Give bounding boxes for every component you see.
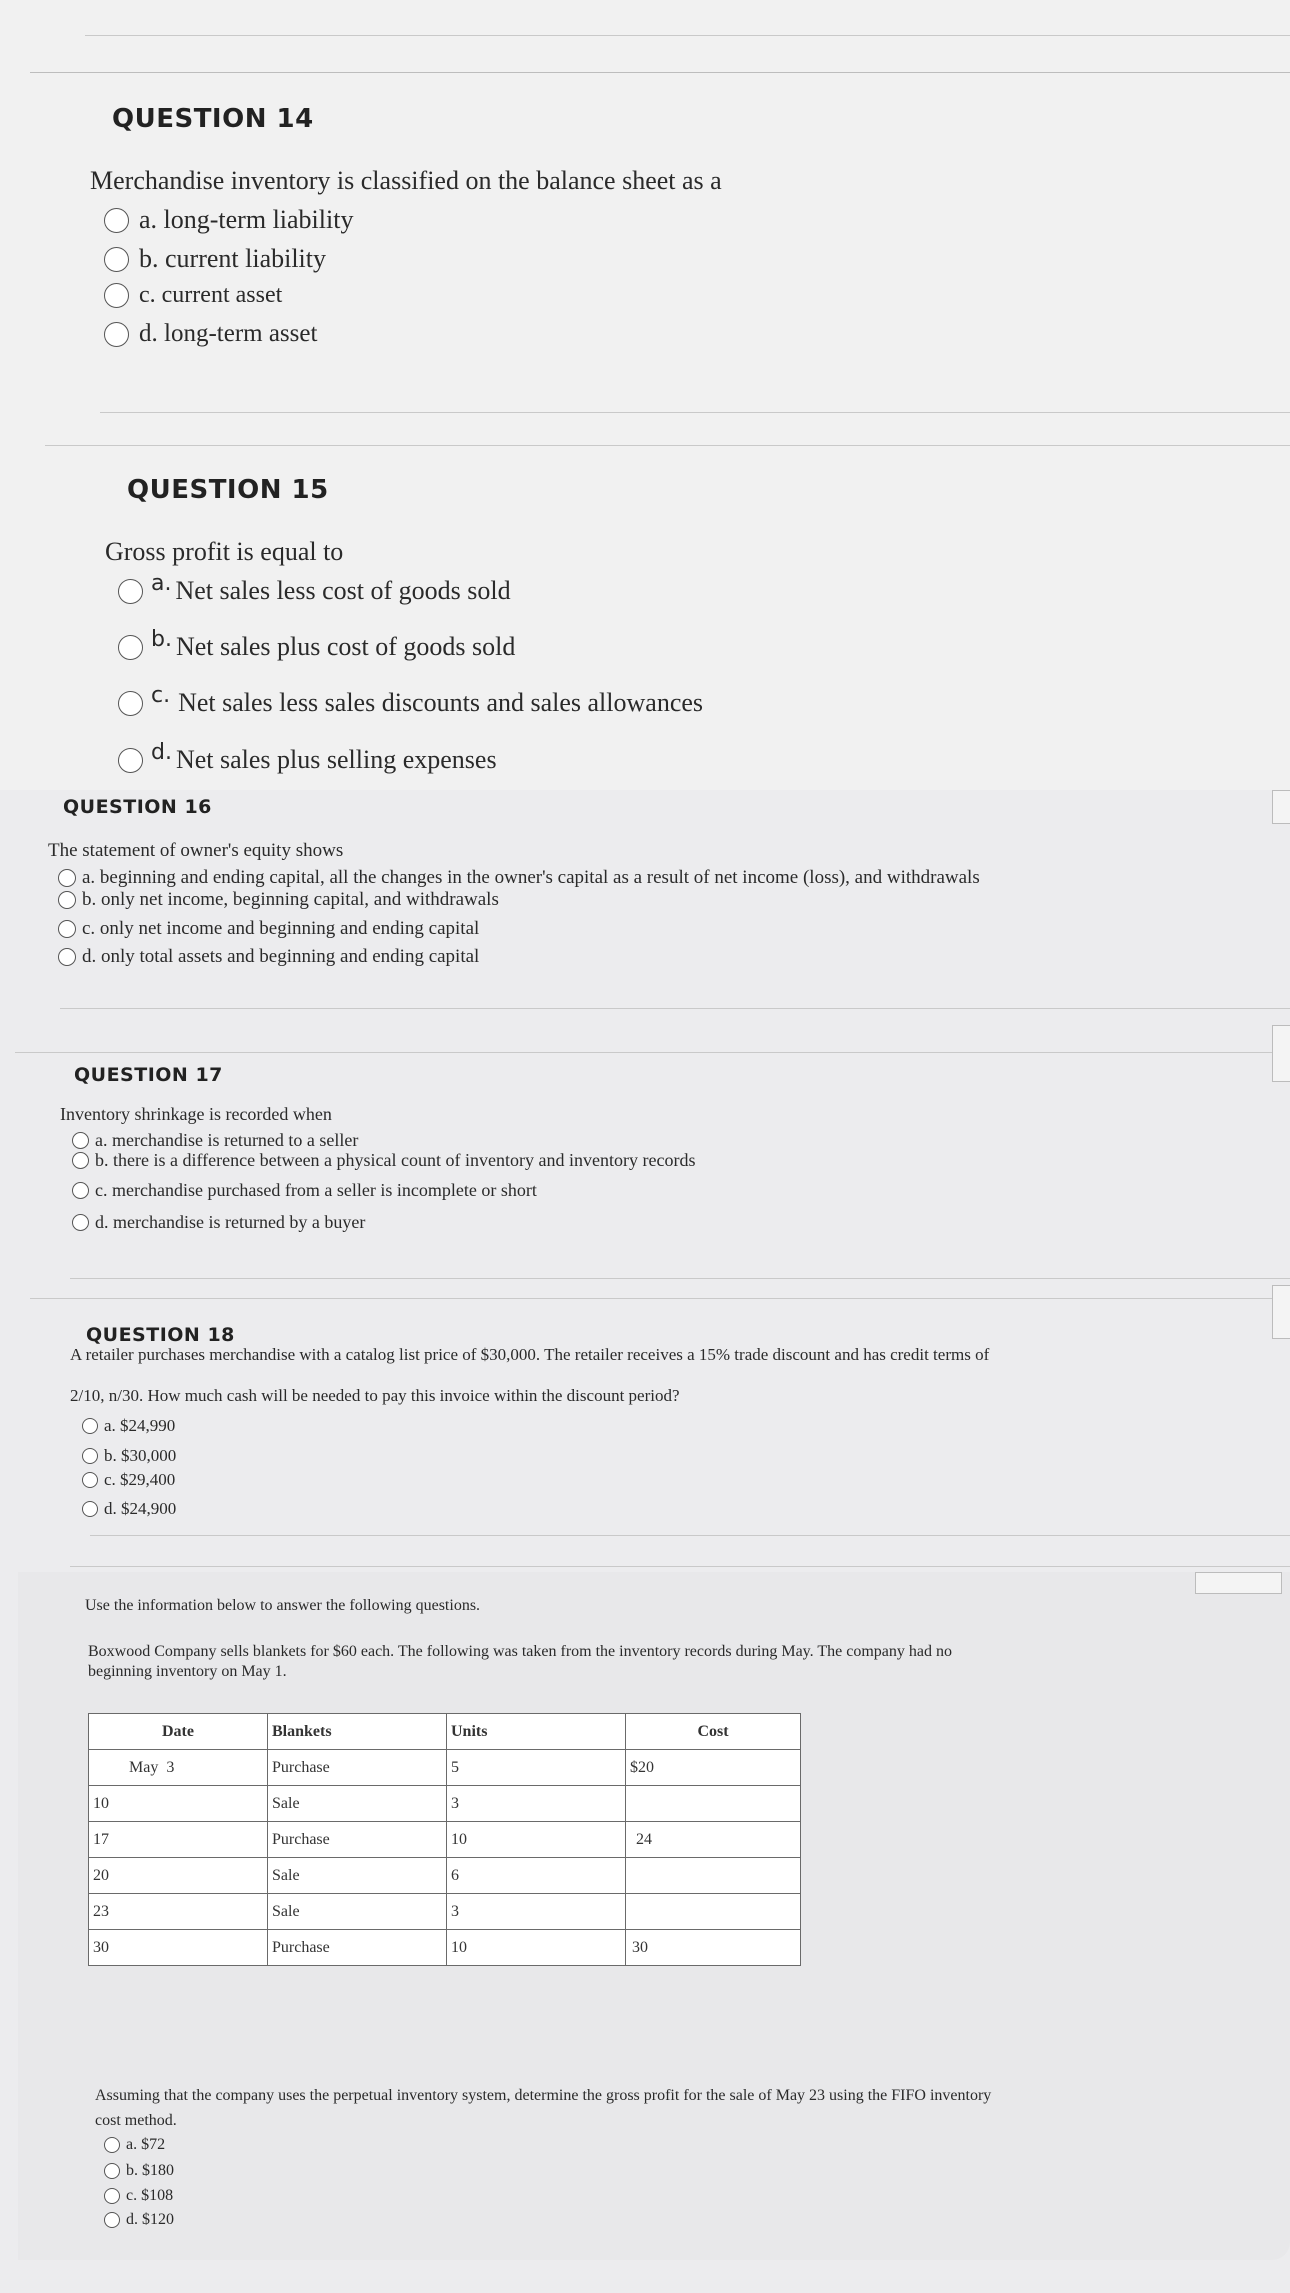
question-heading: QUESTION 18 — [86, 1324, 235, 1346]
option-d[interactable] — [82, 1499, 176, 1519]
table-row — [89, 1822, 801, 1858]
radio-button[interactable] — [82, 1448, 98, 1464]
column-header-blankets: Blankets — [268, 1714, 447, 1750]
question-heading: QUESTION 16 — [63, 796, 212, 818]
option-label: c. only net income and beginning and ending capital — [82, 918, 480, 939]
option-label: a. $72 — [126, 2136, 166, 2153]
option-label: a. merchandise is returned to a seller — [95, 1130, 359, 1150]
cell-cost — [626, 1894, 801, 1930]
radio-button[interactable] — [104, 283, 129, 308]
question-stem: Inventory shrinkage is recorded when — [60, 1104, 332, 1124]
divider — [70, 1278, 1290, 1279]
cell-date: 17 — [89, 1822, 268, 1858]
radio-button[interactable] — [118, 579, 143, 604]
radio-button[interactable] — [58, 920, 76, 938]
option-label: b. there is a difference between a physical count of inventory and inventory records — [95, 1150, 696, 1170]
option-a[interactable] — [118, 570, 511, 606]
inventory-table — [88, 1713, 801, 1966]
option-letter: b. — [151, 626, 172, 652]
table-row — [89, 1930, 801, 1966]
option-d[interactable] — [104, 320, 317, 348]
scroll-handle[interactable] — [1272, 790, 1290, 824]
option-letter: c. — [151, 682, 171, 708]
scroll-handle[interactable] — [1272, 1025, 1290, 1082]
cell-units: 6 — [447, 1858, 626, 1894]
divider — [70, 1566, 1290, 1567]
question-stem: The statement of owner's equity shows — [48, 840, 344, 861]
option-label: Net sales plus cost of goods sold — [175, 632, 516, 661]
option-label: d. only total assets and beginning and ending capital — [82, 946, 480, 967]
option-label: Net sales less cost of goods sold — [175, 576, 511, 605]
cell-date: 10 — [89, 1786, 268, 1822]
option-label: d. long-term asset — [139, 320, 318, 347]
option-label: d. $120 — [126, 2211, 174, 2228]
radio-button[interactable] — [118, 748, 143, 773]
option-label: d. $24,900 — [104, 1499, 177, 1518]
cell-units: 3 — [447, 1894, 626, 1930]
cell-units: 10 — [447, 1822, 626, 1858]
option-label: d. merchandise is returned by a buyer — [95, 1212, 366, 1232]
option-c[interactable] — [118, 682, 704, 718]
divider — [15, 1052, 1290, 1053]
option-d[interactable] — [118, 739, 497, 775]
table-row — [89, 1894, 801, 1930]
column-header-date: Date — [89, 1714, 268, 1750]
cell-cost — [626, 1858, 801, 1894]
divider — [100, 412, 1290, 413]
cell-blankets: Purchase — [268, 1930, 447, 1966]
cell-cost: 24 — [626, 1822, 801, 1858]
radio-button[interactable] — [118, 691, 143, 716]
question-stem-line-2: 2/10, n/30. How much cash will be needed to pay this invoice within the discount period? — [70, 1386, 680, 1405]
radio-button[interactable] — [118, 635, 143, 660]
divider — [30, 1298, 1290, 1299]
radio-button[interactable] — [82, 1418, 98, 1434]
radio-button[interactable] — [72, 1152, 89, 1169]
option-label: b. only net income, beginning capital, and withdrawals — [82, 889, 499, 910]
question-stem-line-1: Assuming that the company uses the perpetual inventory system, determine the gross profit for the sale of May 23 using the FIFO inventory — [95, 2087, 992, 2104]
cell-units: 5 — [447, 1750, 626, 1786]
option-letter: a. — [151, 570, 172, 596]
option-label: Net sales less sales discounts and sales allowances — [178, 688, 704, 717]
option-label: b. current liability — [139, 244, 327, 273]
option-b[interactable] — [58, 889, 499, 911]
radio-button[interactable] — [82, 1472, 98, 1488]
option-label: c. $29,400 — [104, 1470, 176, 1489]
option-label: a. $24,990 — [104, 1416, 176, 1435]
option-label: c. merchandise purchased from a seller is incomplete or short — [95, 1180, 537, 1200]
option-c[interactable] — [72, 1180, 537, 1201]
radio-button[interactable] — [72, 1132, 89, 1149]
radio-button[interactable] — [58, 948, 76, 966]
option-label: c. $108 — [126, 2187, 174, 2204]
divider — [45, 445, 1290, 446]
option-b[interactable] — [82, 1446, 176, 1466]
radio-button[interactable] — [72, 1182, 89, 1199]
cell-units: 3 — [447, 1786, 626, 1822]
context-line-2: beginning inventory on May 1. — [88, 1663, 287, 1680]
table-header-row — [89, 1714, 801, 1750]
radio-button[interactable] — [104, 2137, 120, 2153]
option-d[interactable] — [58, 946, 479, 968]
option-label: b. $30,000 — [104, 1446, 177, 1465]
radio-button[interactable] — [104, 322, 129, 347]
question-heading: QUESTION 15 — [127, 475, 329, 505]
divider — [60, 1008, 1290, 1009]
option-letter: d. — [151, 739, 172, 765]
context-line-1: Boxwood Company sells blankets for $60 each. The following was taken from the inventory records during May. The company had no — [88, 1643, 952, 1660]
radio-button[interactable] — [104, 2163, 120, 2179]
cell-cost — [626, 1786, 801, 1822]
option-a[interactable] — [104, 205, 353, 235]
divider — [85, 35, 1290, 36]
radio-button[interactable] — [58, 891, 76, 909]
radio-button[interactable] — [104, 247, 129, 272]
option-a[interactable] — [58, 867, 980, 889]
option-b[interactable] — [72, 1150, 695, 1171]
cell-date: 30 — [89, 1930, 268, 1966]
option-c[interactable] — [58, 918, 479, 940]
option-label: a. long-term liability — [139, 205, 354, 234]
radio-button[interactable] — [104, 2212, 120, 2228]
cell-blankets: Sale — [268, 1894, 447, 1930]
radio-button[interactable] — [72, 1214, 89, 1231]
question-stem: Merchandise inventory is classified on the balance sheet as a — [90, 166, 722, 195]
cell-blankets: Purchase — [268, 1750, 447, 1786]
table-row — [89, 1858, 801, 1894]
question-stem: Gross profit is equal to — [105, 537, 344, 566]
option-a[interactable] — [72, 1130, 358, 1151]
cell-date: May 3 — [89, 1750, 268, 1786]
cell-date: 20 — [89, 1858, 268, 1894]
question-heading: QUESTION 17 — [74, 1064, 223, 1086]
cell-units: 10 — [447, 1930, 626, 1966]
option-d[interactable] — [72, 1212, 365, 1233]
option-c[interactable] — [82, 1470, 175, 1490]
option-label: a. beginning and ending capital, all the changes in the owner's capital as a result of net income (loss), and withdrawals — [82, 867, 980, 888]
option-c[interactable] — [104, 2187, 173, 2205]
cell-date: 23 — [89, 1894, 268, 1930]
option-b[interactable] — [104, 2162, 174, 2180]
option-label: Net sales plus selling expenses — [175, 745, 497, 774]
cell-blankets: Sale — [268, 1786, 447, 1822]
question-heading: QUESTION 14 — [112, 104, 314, 134]
radio-button[interactable] — [82, 1501, 98, 1517]
option-label: b. $180 — [126, 2162, 174, 2179]
option-c[interactable] — [104, 282, 282, 309]
scroll-handle[interactable] — [1195, 1572, 1282, 1594]
divider — [90, 1535, 1290, 1536]
table-row — [89, 1750, 801, 1786]
cell-blankets: Sale — [268, 1858, 447, 1894]
option-a[interactable] — [82, 1416, 175, 1436]
column-header-units: Units — [447, 1714, 626, 1750]
radio-button[interactable] — [58, 869, 76, 887]
cell-blankets: Purchase — [268, 1822, 447, 1858]
scroll-handle[interactable] — [1272, 1285, 1290, 1339]
question-stem-line-1: A retailer purchases merchandise with a catalog list price of $30,000. The retailer receives a 15% trade discount and has credit terms of — [70, 1345, 990, 1364]
divider — [30, 72, 1290, 73]
cell-cost: 30 — [626, 1930, 801, 1966]
column-header-cost: Cost — [626, 1714, 801, 1750]
radio-button[interactable] — [104, 2188, 120, 2204]
intro-text: Use the information below to answer the following questions. — [85, 1597, 481, 1614]
radio-button[interactable] — [104, 208, 129, 233]
cell-cost: $20 — [626, 1750, 801, 1786]
table-row — [89, 1786, 801, 1822]
question-stem-line-2: cost method. — [95, 2112, 177, 2129]
option-d[interactable] — [104, 2211, 174, 2229]
option-a[interactable] — [104, 2136, 165, 2154]
option-b[interactable] — [118, 626, 516, 662]
option-label: c. current asset — [139, 282, 283, 308]
option-b[interactable] — [104, 244, 326, 274]
